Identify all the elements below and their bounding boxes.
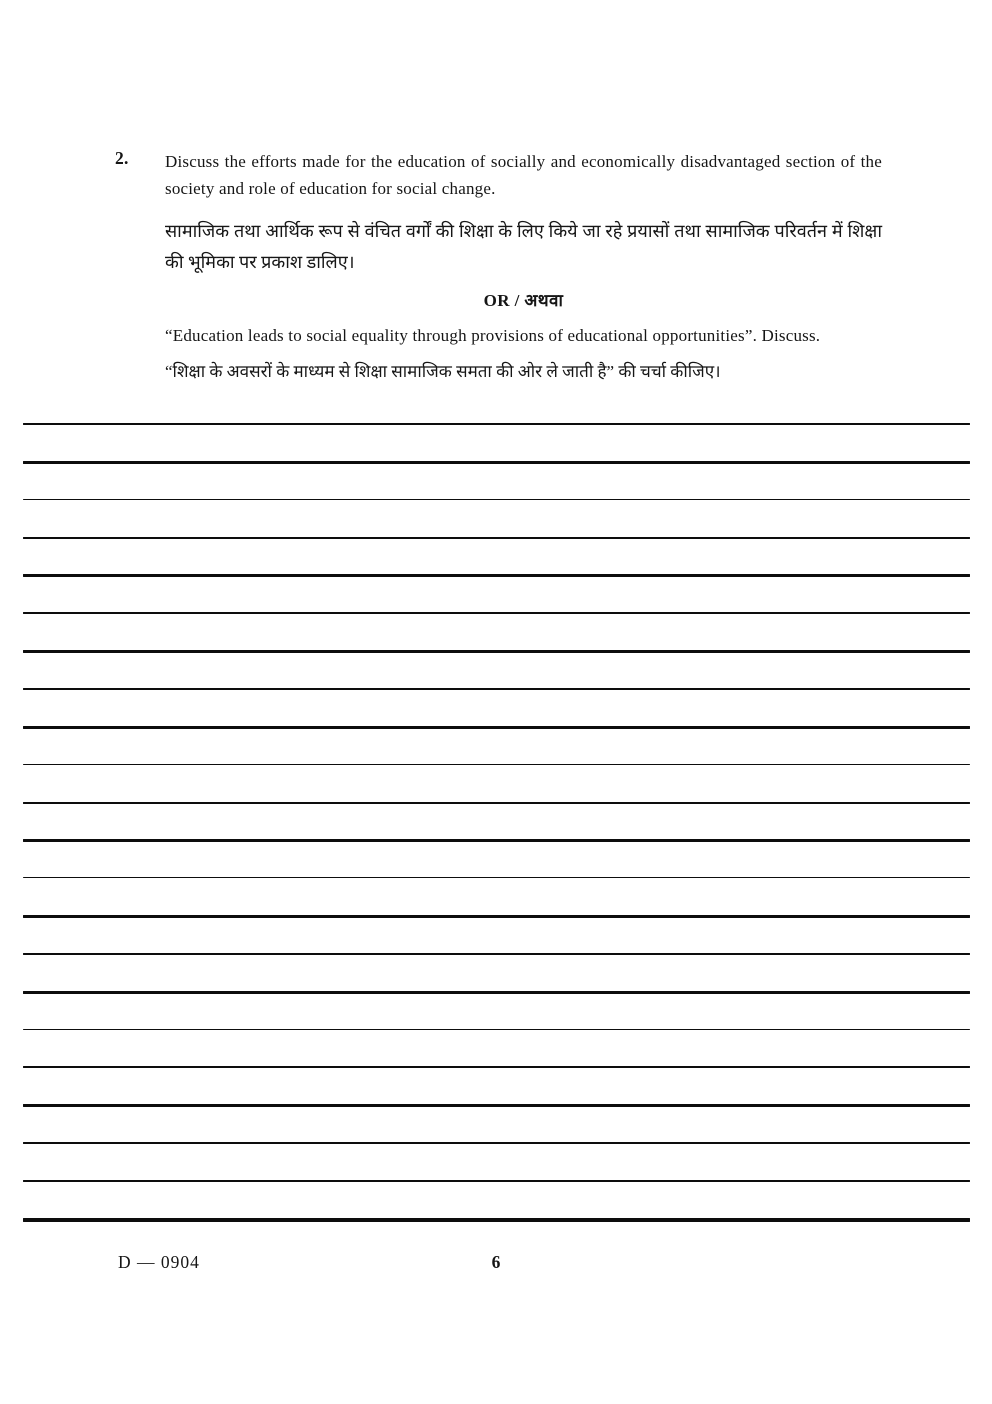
answer-line	[23, 991, 970, 994]
answer-line	[23, 461, 970, 464]
answer-line	[23, 802, 970, 804]
answer-line	[23, 1180, 970, 1182]
answer-line	[23, 1029, 970, 1030]
answer-line	[23, 1066, 970, 1068]
answer-line	[23, 1104, 970, 1107]
answer-line	[23, 688, 970, 690]
answer-line	[23, 612, 970, 614]
page-number: 6	[491, 1252, 501, 1272]
answer-line	[23, 1142, 970, 1144]
answer-line	[23, 839, 970, 842]
answer-line	[23, 499, 970, 500]
alt-question-text-hindi: “शिक्षा के अवसरों के माध्यम से शिक्षा सामाजिक समता की ओर ले जाती है” की चर्चा कीजिए।	[165, 362, 721, 381]
answer-line	[23, 877, 970, 878]
question-text-hindi: सामाजिक तथा आर्थिक रूप से वंचित वर्गों की शिक्षा के लिए किये जा रहे प्रयासों तथा सामाजिक परिवर्तन में शिक्षा की भूमिका पर प्रकाश डालिए।	[165, 221, 882, 272]
answer-line	[23, 1218, 970, 1222]
answer-line	[23, 915, 970, 918]
answer-line	[23, 953, 970, 955]
answer-line	[23, 650, 970, 653]
answer-line	[23, 574, 970, 577]
question-number: 2.	[115, 148, 129, 168]
answer-line	[23, 537, 970, 539]
question-text-english: Discuss the efforts made for the education of socially and economically disadvantaged section of the society and role of education for social change.	[165, 152, 882, 198]
or-divider: OR / अथवा	[483, 291, 564, 310]
page-footer	[0, 1252, 992, 1282]
answer-line	[23, 726, 970, 729]
paper-code: D — 0904	[118, 1252, 200, 1272]
answer-line	[23, 423, 970, 425]
alt-question-text-english: “Education leads to social equality through provisions of educational opportunities”. Discuss.	[165, 326, 821, 345]
answer-line	[23, 764, 970, 765]
